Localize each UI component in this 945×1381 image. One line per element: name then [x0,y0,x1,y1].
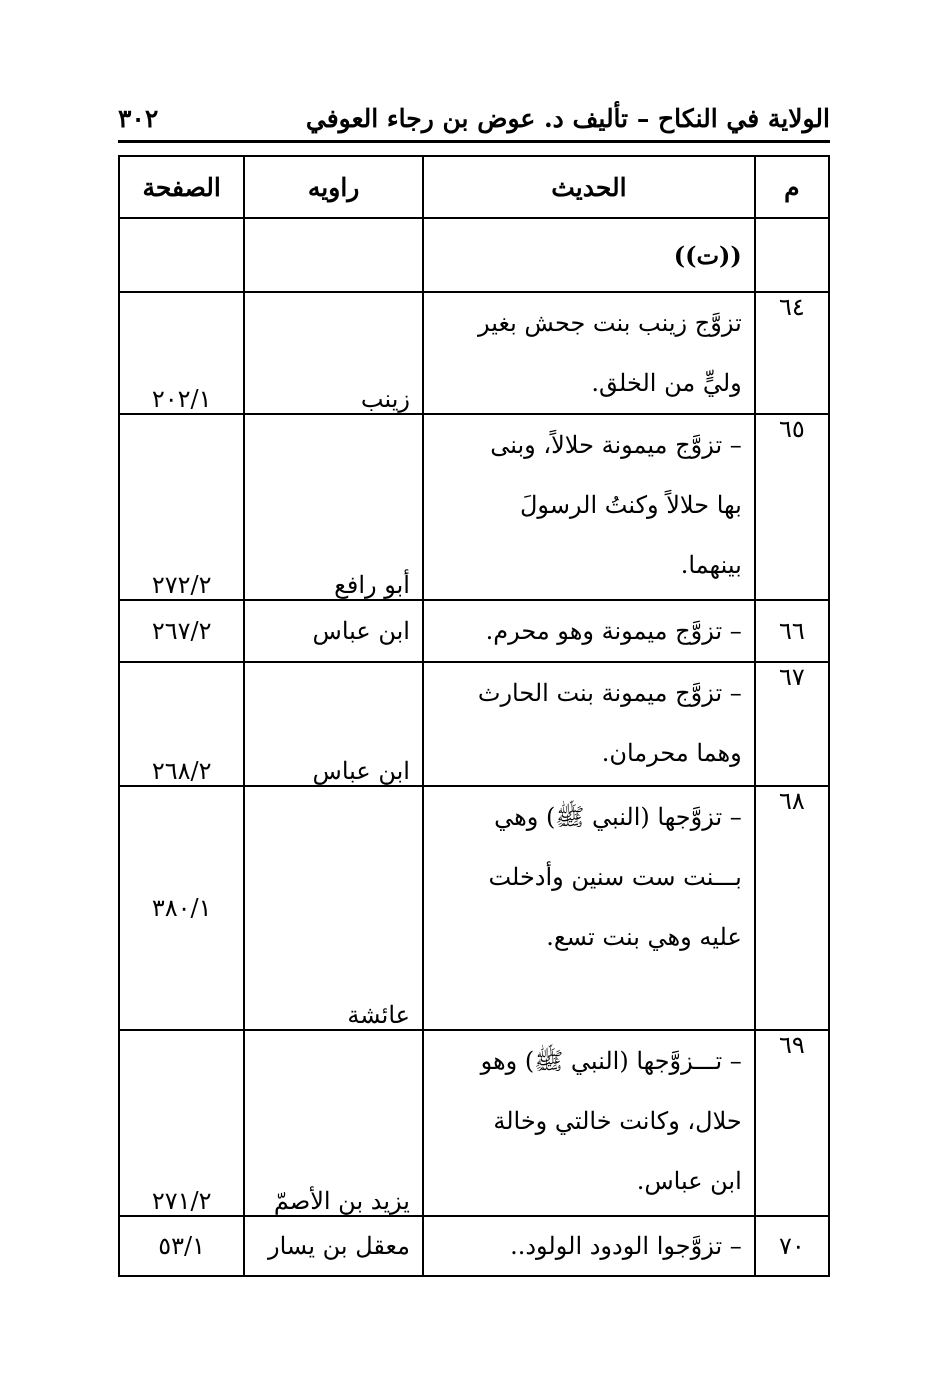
hadith-line: – تزوَّج ميمونة حلالاً، وبنى [490,431,742,459]
page-reference: ٢٧١/٢ [119,1030,244,1216]
table-header-row [119,156,829,218]
row-number: ٦٧ [755,662,829,786]
hadith-line: – تزوَّجها (النبي ﷺ) وهي [494,803,742,831]
narrator: ابن عباس [244,662,423,786]
narrator: عائشة [244,786,423,1030]
hadith-line: – تزوَّجوا الودود الولود.. [510,1232,742,1260]
page-number: ٣٠٢ [118,104,159,133]
narrator: يزيد بن الأصمّ [244,1030,423,1216]
hadith-line: بها حلالاً وكنتُ الرسولَ [519,491,742,519]
hadith-line: وهما محرمان. [601,739,742,767]
table-row [119,414,829,600]
section-letter: ((ت)) [423,218,755,292]
column-header-page: الصفحة [119,156,244,218]
page-reference: ٣٨٠/١ [119,786,244,1030]
row-number: ٧٠ [755,1216,829,1276]
row-number: ٦٤ [755,292,829,414]
row-number: ٦٩ [755,1030,829,1216]
hadith-text [423,292,755,414]
page-reference: ٢٠٢/١ [119,292,244,414]
column-header-num: م [755,156,829,218]
hadith-line: عليه وهي بنت تسع. [546,923,742,951]
table-cell [755,218,829,292]
column-header-hadith: الحديث [423,156,755,218]
table-cell [119,218,244,292]
table-row [119,1216,829,1276]
page-reference: ٢٧٢/٢ [119,414,244,600]
hadith-index-table [118,155,830,1277]
narrator: زينب [244,292,423,414]
header-rule [118,140,830,143]
narrator: أبو رافع [244,414,423,600]
row-number: ٦٨ [755,786,829,1030]
hadith-line: حلال، وكانت خالتي وخالة [493,1107,742,1135]
hadith-line: – تزوَّج ميمونة بنت الحارث [477,679,742,707]
hadith-line: ابن عباس. [636,1167,742,1195]
hadith-text [423,662,755,786]
hadith-text [423,600,755,662]
section-letter-row [119,218,829,292]
row-number: ٦٥ [755,414,829,600]
table-row [119,600,829,662]
table-row [119,1030,829,1216]
narrator: معقل بن يسار [244,1216,423,1276]
hadith-line: – تزوَّج ميمونة وهو محرم. [485,617,742,645]
narrator: ابن عباس [244,600,423,662]
page-reference: ٢٦٨/٢ [119,662,244,786]
column-header-narrator: راويه [244,156,423,218]
hadith-text [423,786,755,1030]
page-reference: ٥٣/١ [119,1216,244,1276]
table-row [119,786,829,1030]
hadith-line: بينهما. [680,551,742,579]
page-reference: ٢٦٧/٢ [119,600,244,662]
hadith-line: وليٍّ من الخلق. [591,369,742,397]
hadith-text [423,414,755,600]
running-header [118,98,830,138]
table-row [119,292,829,414]
table-row [119,662,829,786]
table-cell [244,218,423,292]
row-number: ٦٦ [755,600,829,662]
hadith-text [423,1216,755,1276]
hadith-line: تزوَّج زينب بنت جحش بغير [478,309,742,337]
hadith-line: بـــنت ست سنين وأدخلت [488,863,742,891]
hadith-text [423,1030,755,1216]
hadith-line: – تـــزوَّجها (النبي ﷺ) وهو [480,1047,742,1075]
book-title: الولاية في النكاح – تأليف د. عوض بن رجاء العوفي [305,104,830,133]
